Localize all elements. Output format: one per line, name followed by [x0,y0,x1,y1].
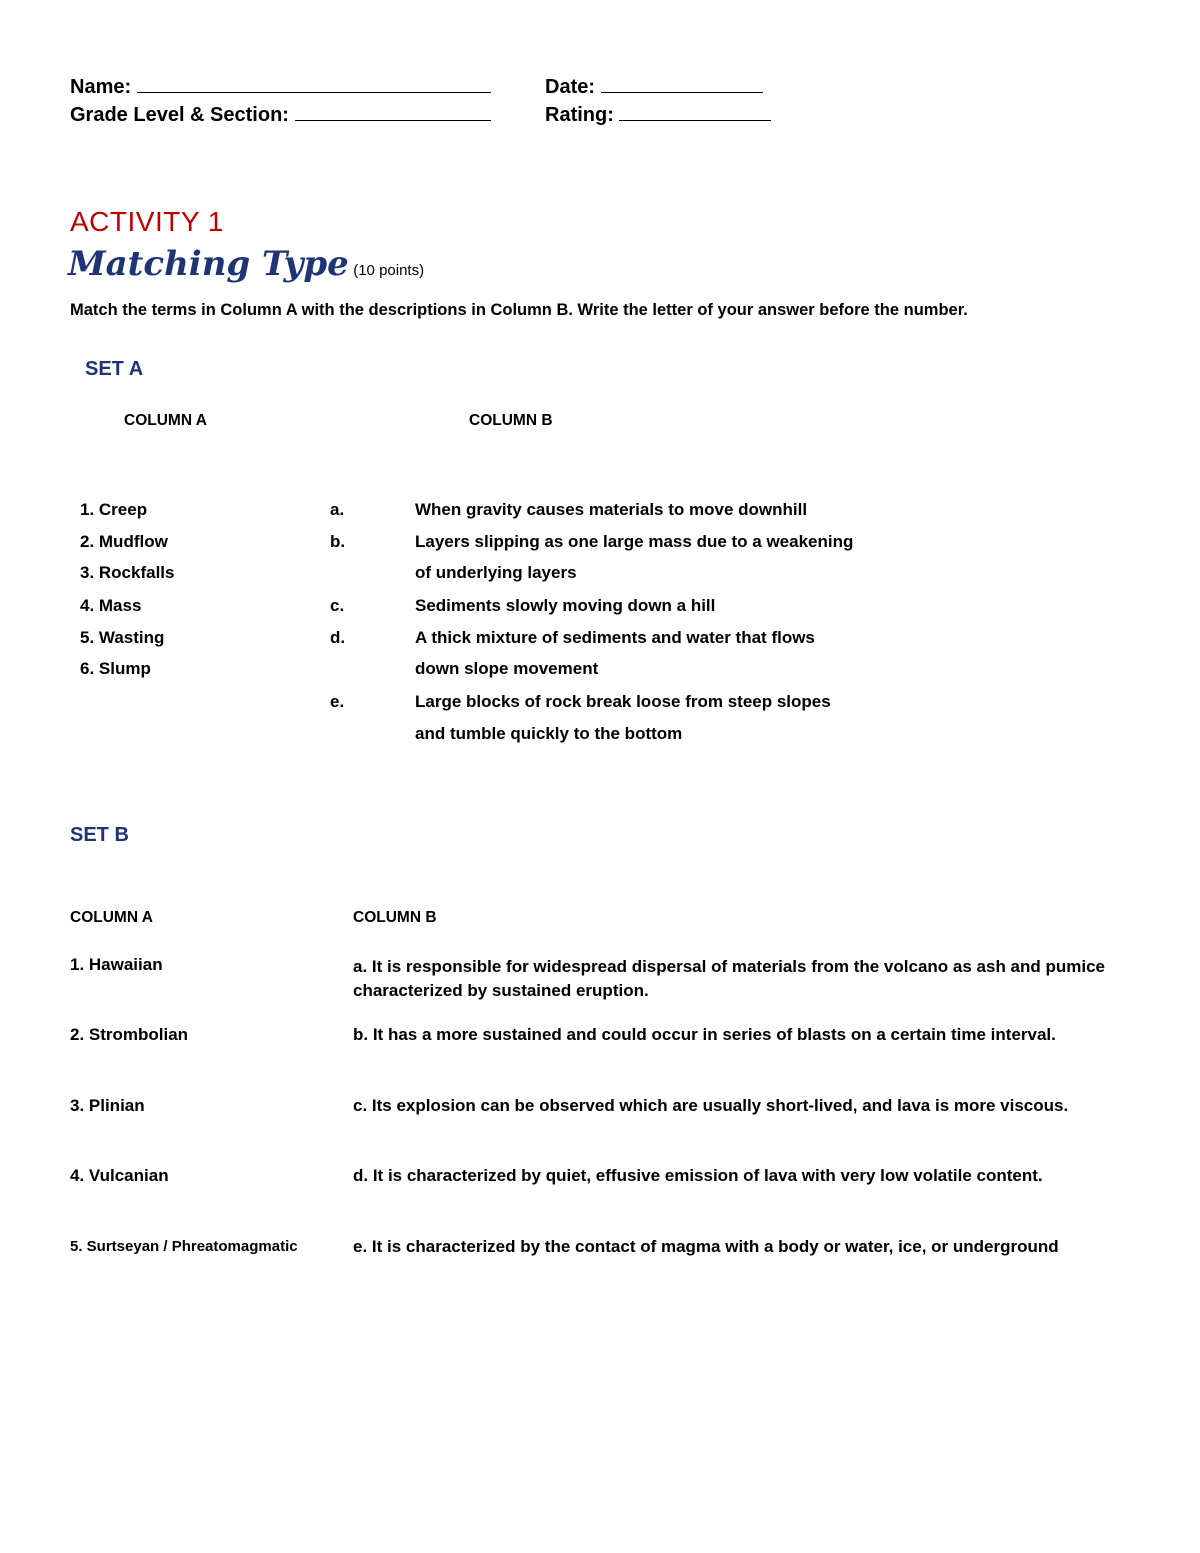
set-a-description: of underlying layers [415,563,577,582]
set-b-column-a-header: COLUMN A [70,909,153,926]
set-a-term: 5. Wasting [80,628,165,647]
set-a-description: and tumble quickly to the bottom [415,724,683,743]
set-a-term: 1. Creep [80,500,148,519]
set-a-term: 6. Slump [80,659,151,678]
set-a-column-a-header: COLUMN A [124,412,207,429]
name-label: Name: [70,76,132,98]
set-a-letter: a. [330,500,345,519]
grade-label: Grade Level & Section: [70,104,289,126]
set-a-term: 3. Rockfalls [80,563,175,582]
date-field [545,74,763,99]
set-a-letter: e. [330,692,345,711]
set-a-term: 4. Mass [80,596,142,615]
set-b-term: 2. Strombolian [70,1025,189,1044]
set-b-term: 5. Surtseyan / Phreatomagmatic [70,1238,298,1255]
set-b-term: 1. Hawaiian [70,955,163,974]
date-label: Date: [545,76,596,98]
set-b-description: d. It is characterized by quiet, effusive emission of lava with very low volatile content. [353,1166,1043,1185]
set-a-description: When gravity causes materials to move downhill [415,500,808,519]
set-b-description: c. Its explosion can be observed which are usually short-lived, and lava is more viscous. [353,1096,1069,1115]
instructions: Match the terms in Column A with the descriptions in Column B. Write the letter of your answer before the number. [70,301,968,319]
points-label: (10 points) [353,262,425,279]
grade-field [70,102,491,127]
set-a-letter: c. [330,596,345,615]
name-field [70,74,491,99]
date-blank[interactable] [601,74,763,93]
activity-title: ACTIVITY 1 [70,206,224,237]
set-a-description: A thick mixture of sediments and water that flows [415,628,815,647]
rating-label: Rating: [545,104,614,126]
rating-blank[interactable] [619,102,771,121]
set-a-description: down slope movement [415,659,599,678]
matching-type-heading [68,244,424,284]
grade-blank[interactable] [295,102,491,121]
set-a-letter: b. [330,532,346,551]
set-a-letter: d. [330,628,346,647]
set-b-label: SET B [70,824,129,846]
set-b-column-b-header: COLUMN B [353,909,437,926]
set-a-term: 2. Mudflow [80,532,168,551]
rating-field [545,102,771,127]
matching-type-title: Matching Type [68,244,349,284]
set-a-description: Sediments slowly moving down a hill [415,596,716,615]
set-b-term: 4. Vulcanian [70,1166,169,1185]
set-a-label: SET A [85,358,144,380]
set-b-description: a. It is responsible for widespread dispersal of materials from the volcano as ash and pumice characterized by sustained eruption. [353,957,1106,1000]
set-a-description: Layers slipping as one large mass due to a weakening [415,532,854,551]
name-blank[interactable] [137,74,491,93]
set-b-term: 3. Plinian [70,1096,145,1115]
set-b-description: b. It has a more sustained and could occur in series of blasts on a certain time interval. [353,1025,1056,1044]
set-a-description: Large blocks of rock break loose from steep slopes [415,692,831,711]
set-a-column-b-header: COLUMN B [469,412,553,429]
set-b-description: e. It is characterized by the contact of magma with a body or water, ice, or underground [353,1237,1059,1256]
